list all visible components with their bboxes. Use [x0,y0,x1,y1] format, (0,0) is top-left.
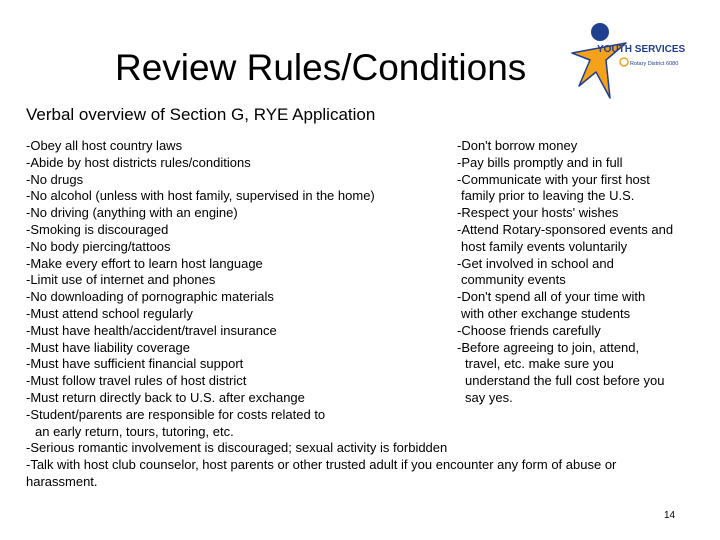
list-item: -No alcohol (unless with host family, supervised in the home) [26,188,375,204]
list-item: -Don't borrow money [457,138,578,153]
list-item: -Must have health/accident/travel insurance [26,322,277,338]
list-item-continuation: say yes. [465,389,513,405]
list-item: -No driving (anything with an engine) [26,205,238,221]
section-subtitle: Verbal overview of Section G, RYE Application [26,105,376,124]
slide-title: Review Rules/Conditions [115,47,527,88]
left-rules-list [26,138,375,440]
list-item: -No drugs [26,171,84,187]
list-item: -Get involved in school and [457,255,614,271]
list-item-continuation: understand the full cost before you [465,373,665,389]
bottom-rules [26,440,686,490]
logo-name: YOUTH SERVICES [597,44,686,55]
list-item: -Must return directly back to U.S. after exchange [26,389,305,405]
list-item: -Serious romantic involvement is discouraged; sexual activity is forbidden [26,440,448,455]
page-number: 14 [664,510,676,521]
list-item: -Choose friends carefully [457,322,601,338]
youth-services-logo [566,20,696,104]
list-item: -No body piercing/tattoos [26,238,171,254]
logo-tagline: Rotary District 6080 [630,61,679,67]
list-item: -Must attend school regularly [26,305,193,321]
list-item-continuation: with other exchange students [461,305,631,321]
list-item: -Student/parents are responsible for costs related to [26,406,326,422]
list-item: -Pay bills promptly and in full [457,154,623,170]
list-item: -Talk with host club counselor, host parents or other trusted adult if you encounter any form of abuse or harassment. [26,456,617,489]
list-item: -Abide by host districts rules/conditions [26,154,251,170]
list-item: -Respect your hosts' wishes [457,205,619,221]
list-item: -Obey all host country laws [26,138,183,153]
list-item: -Must have liability coverage [26,339,191,355]
list-item-continuation: host family events voluntarily [461,238,628,254]
logo-head [591,23,609,41]
list-item: -Make every effort to learn host language [26,255,263,271]
list-item: -Must follow travel rules of host district [26,373,247,389]
list-item: -Smoking is discouraged [26,221,169,237]
list-item-continuation: community events [461,272,566,288]
rotary-wheel-icon [620,58,628,66]
list-item-continuation: an early return, tours, tutoring, etc. [35,423,234,439]
list-item: -Attend Rotary-sponsored events and [457,221,674,237]
list-item: -Before agreeing to join, attend, [457,339,640,355]
list-item-continuation: travel, etc. make sure you [465,356,614,372]
list-item: -No downloading of pornographic materials [26,289,274,305]
list-item: -Don't spend all of your time with [457,289,646,305]
list-item: -Limit use of internet and phones [26,272,216,288]
list-item-continuation: family prior to leaving the U.S. [461,188,635,204]
list-item: -Must have sufficient financial support [26,356,244,372]
right-rules-list [457,138,673,407]
list-item: -Communicate with your first host [457,171,650,187]
logo-graphic [566,20,696,104]
